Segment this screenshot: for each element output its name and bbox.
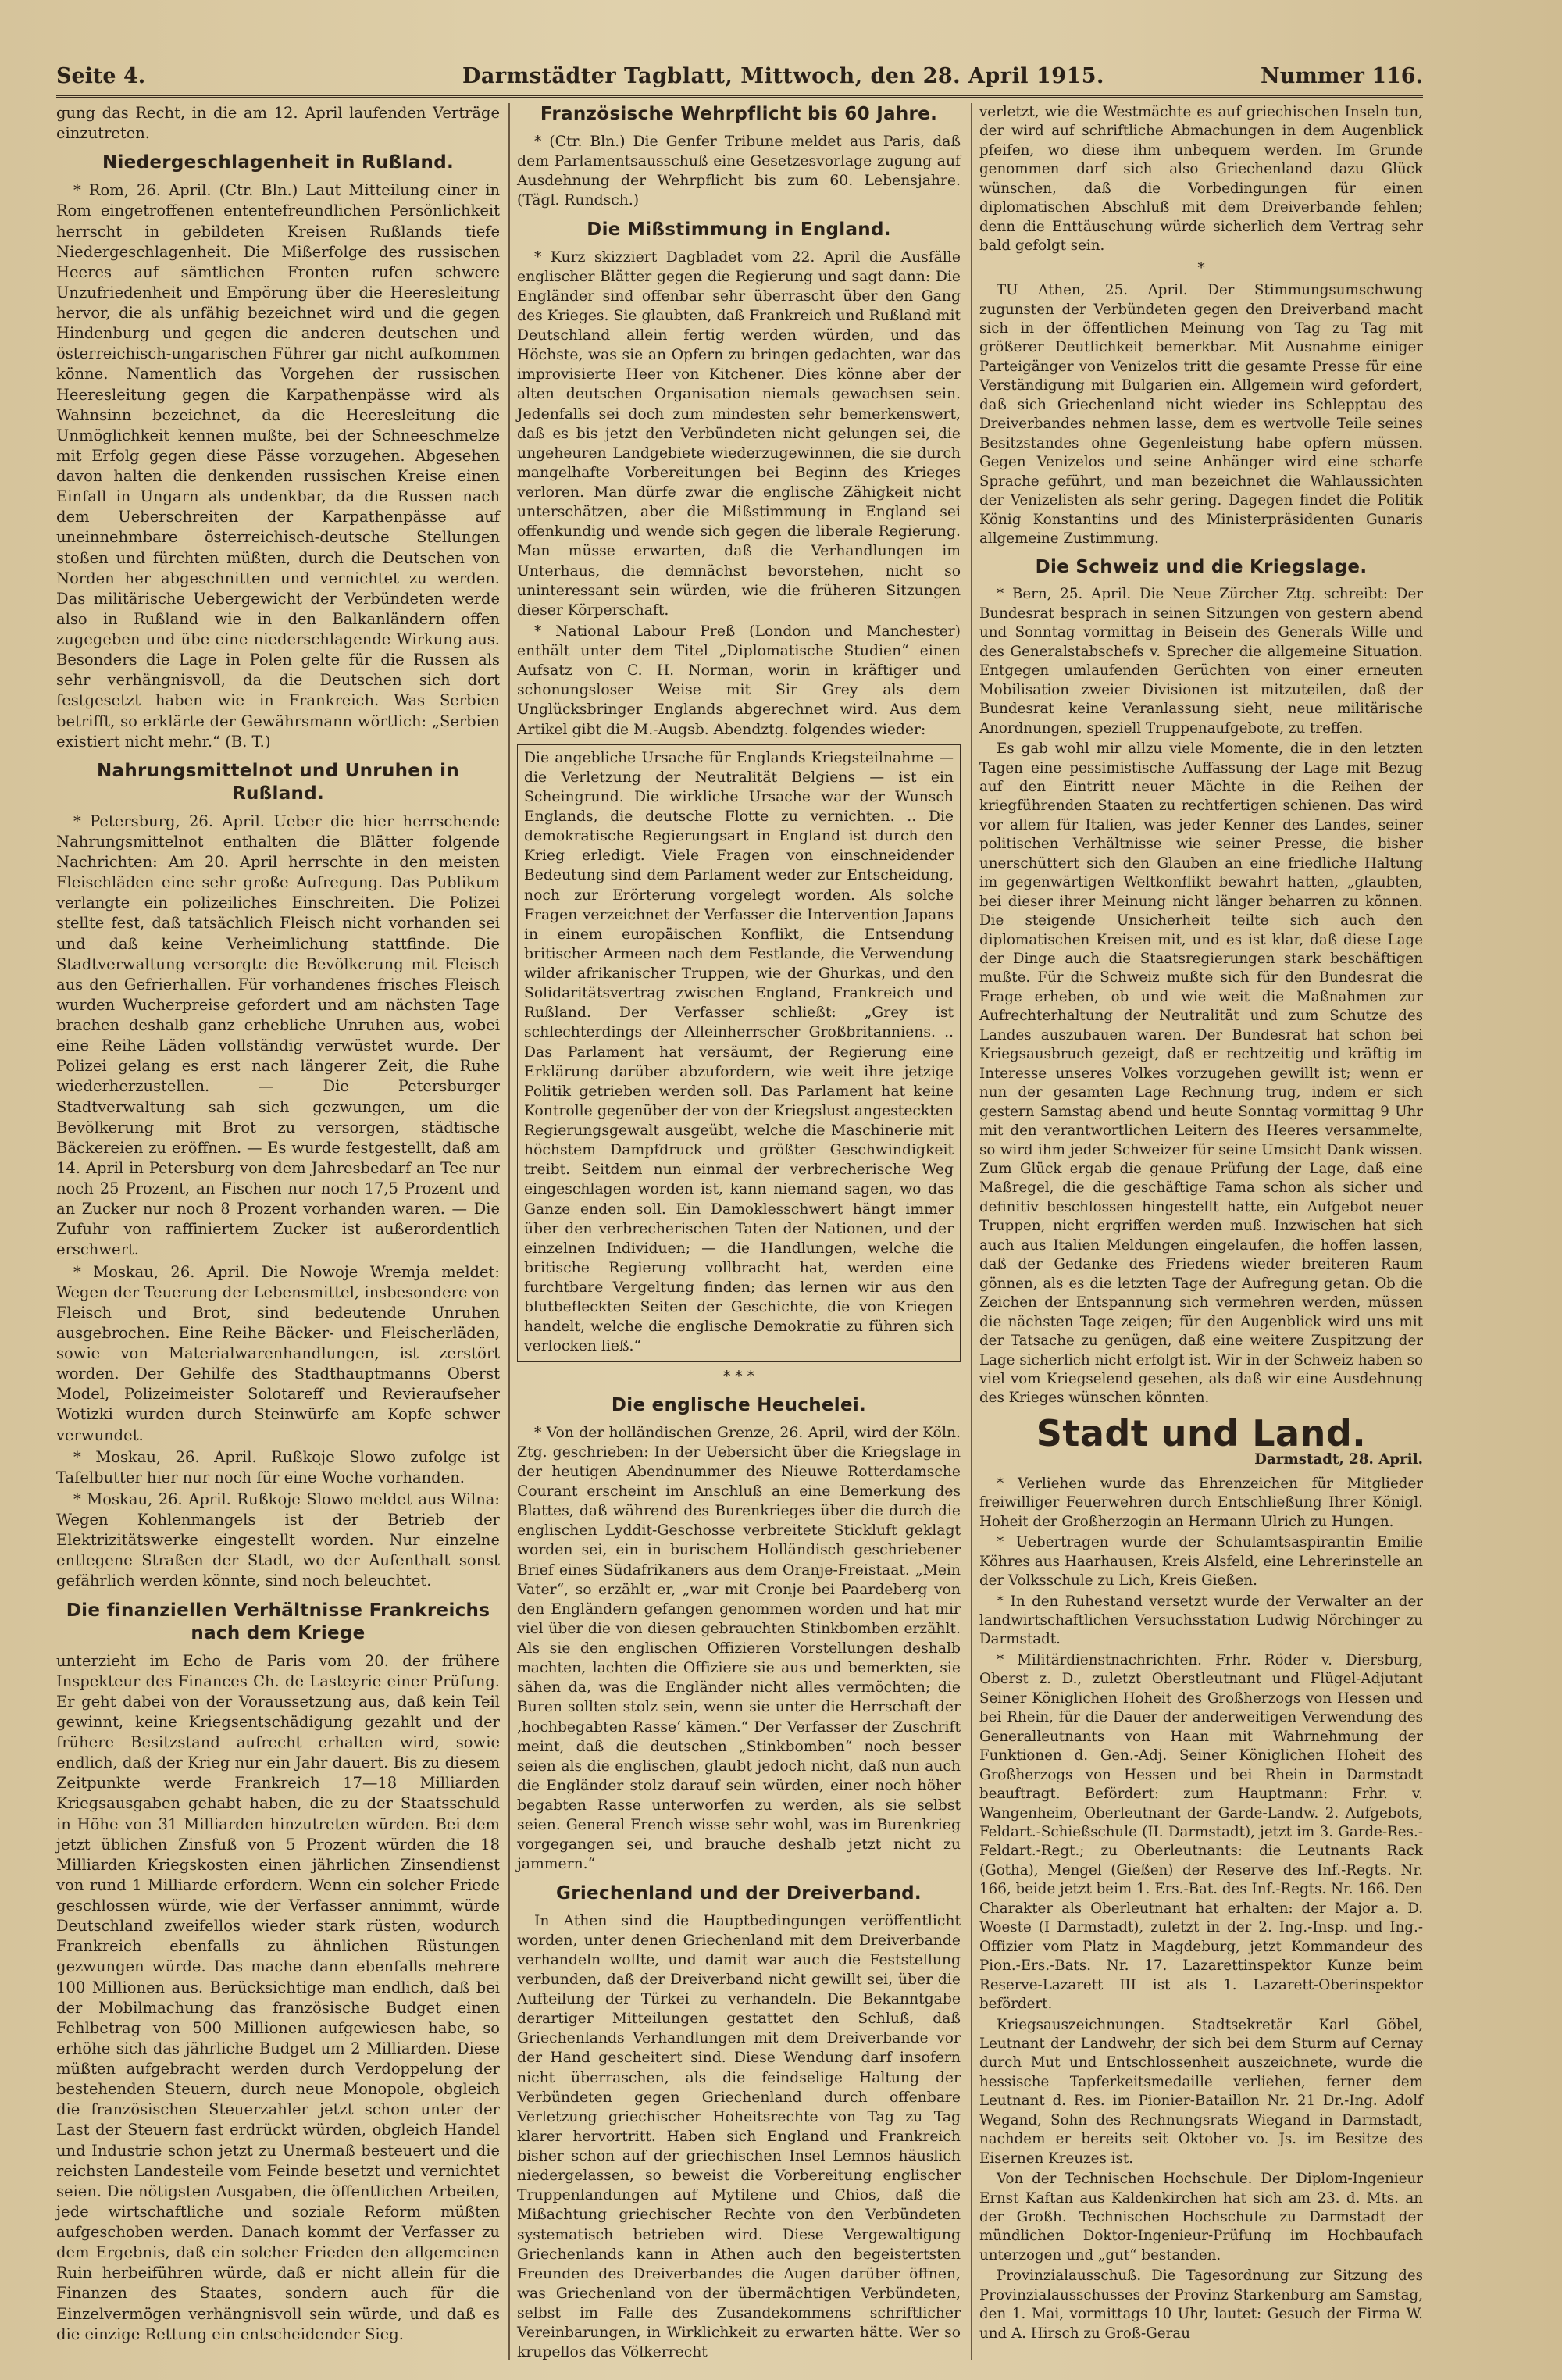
article-paragraph: * Verliehen wurde das Ehrenzeichen für Mitglieder freiwilliger Feuerwehren durch Entschließung Ihrer Königl. Hoheit der Großherzogin an Hermann Ulrich zu Hungen. — [979, 1475, 1423, 1530]
page-header — [56, 61, 1423, 98]
article-paragraph: * Von der holländischen Grenze, 26. April, wird der Köln. Ztg. geschrieben: In der Uebersicht über die Kriegslage in der heutigen Abendnummer des Nieuwe Rotterdamsche Courant erscheint im Anschluß an eine Bemerkung des Blattes, daß während des Burenkrieges über die durch die englischen Lyddit-Geschosse verbreitete Stickluft geklagt worden sei, ein in burischem Holländisch geschriebener Brief eines Südafrikaners aus dem Oranje-Freistaat. „Mein Vater“, so erzählt er, „war mit Cronje bei Paardeberg von den Engländern gefangen genommen worden und hat mir viel über die von diesen gebrauchten Stinkbomben erzählt. Als sie den englischen Offizieren Vorstellungen deshalb machten, lachten die Offiziere sie aus und bemerkten, sie sähen da, was die Engländer nicht alles vermöchten; die Buren sollten stolz sein, wenn sie unter die Herrschaft der ‚hochbegabten Rasse‘ kämen.“ Der Verfasser der Zuschrift meint, daß die deutschen „Stinkbomben“ noch besser seien als die englischen, glaubt jedoch nicht, daß nun auch die Engländer stolz darauf sein würden, einer noch höher begabten Rasse unterworfen zu werden, als sie selbst seien. General French wisse sehr wohl, was im Burenkrieg vorgegangen sei, und brauche deshalb jetzt nicht zu jammern.“ — [517, 1424, 961, 1873]
column-2 — [517, 103, 961, 2364]
headline-wehrpflicht: Französische Wehrpflicht bis 60 Jahre. — [540, 104, 938, 124]
article-paragraph: * Bern, 25. April. Die Neue Zürcher Ztg. schreibt: Der Bundesrat besprach in seinen Sitzungen von gestern abend und Sonntag vormittag in Beisein des Generals Wille und des Generalstabschefs v. Sprecher die allgemeine Situation. Entgegen umlaufenden Gerüchten von einer erneuten Mobilisation zweier Divisionen ist mitzuteilen, daß der Bundesrat keine Veranlassung sieht, neue militärische Anordnungen, speziell Truppenaufgebote, zu treffen. — [979, 586, 1423, 737]
issue-number: Nummer 116. — [1260, 64, 1423, 88]
headline-schweiz: Die Schweiz und die Kriegslage. — [1035, 557, 1368, 578]
headline-missstimmung-england: Die Mißstimmung in England. — [587, 219, 891, 240]
headline-griechenland: Griechenland und der Dreiverband. — [556, 1882, 922, 1904]
section-title-stadt-und-land: Stadt und Land. — [1036, 1411, 1367, 1454]
article-continuation: verletzt, wie die Westmächte es auf griechischen Inseln tun, der wird auf schriftliche Abmachungen in dem Augenblick pfeifen, wo diese ihm unbequem werden. Im Grunde genommen darf sich also Griechenland dazu Glück wünschen, daß die Vorbedingungen für einen diplomatischen Abschluß mit dem Dreiverbande fehlen; denn die Enttäuschung würde sicherlich dem Vertrag sehr bald gefolgt sein. — [979, 104, 1423, 255]
article-paragraph: * Militärdienstnachrichten. Frhr. Röder v. Diersburg, Oberst z. D., zuletzt Oberstleutnant und Flügel-Adjutant Seiner Königlichen Hoheit des Großherzogs von Hessen und bei Rhein, für die Dauer der anderweitigen Verwendung des Generalleutnants von Haan mit Wahrnehmung der Funktionen d. Gen.-Adj. Seiner Königlichen Hoheit des Großherzogs von Hessen und bei Rhein in Darmstadt beauftragt. Befördert: zum Hauptmann: Frhr. v. Wangenheim, Oberleutnant der Garde-Landw. 2. Aufgebots, Feldart.-Schießschule (II. Darmstadt), jetzt im 3. Garde-Res.-Feldart.-Regt.; zu Oberleutnants: die Leutnants Rack (Gotha), Mengel (Gießen) der Reserve des Inf.-Regts. Nr. 166, beide jetzt beim 1. Ers.-Bat. des Inf.-Regts. Nr. 166. Den Charakter als Oberleutnant hat erhalten: der Major a. D. Woeste (I Darmstadt), zuletzt in der 2. Ing.-Insp. und Ing.-Offizier vom Platz in Magdeburg, jetzt Kommandeur des Pion.-Ers.-Bats. Nr. 17. Lazarettinspektor Kunze beim Reserve-Lazarett III ist als 1. Lazarett-Oberinspektor befördert. — [979, 1651, 1423, 2013]
article-paragraph: Provinzialausschuß. Die Tagesordnung zur Sitzung des Provinzialausschusses der Provinz Starkenburg am Samstag, den 1. Mai, vormittags 10 Uhr, lautet: Gesuch der Firma W. und A. Hirsch zu Groß-Gerau — [979, 2268, 1423, 2342]
article-paragraph: * In den Ruhestand versetzt wurde der Verwalter an der landwirtschaftlichen Versuchsstation Ludwig Nörchinger zu Darmstadt. — [979, 1593, 1423, 1648]
article-paragraph: unterzieht im Echo de Paris vom 20. der frühere Inspekteur des Finances Ch. de Lasteyrie einer Prüfung. Er geht dabei von der Voraussetzung aus, daß kein Teil gewinnt, keine Kriegsentschädigung gezahlt und der frühere Besitzstand aufrecht erhalten wird, sowie endlich, daß der Krieg nur ein Jahr dauert. Bis zu diesem Zeitpunkte werde Frankreich 17—18 Milliarden Kriegsausgaben gehabt haben, die zu der Staatsschuld in Höhe von 31 Milliarden hinzutreten würden. Bei dem jetzt üblichen Zinsfuß von 5 Prozent würden die 18 Milliarden Kriegskosten einen jährlichen Zinsendienst von rund 1 Milliarde erfordern. Wenn ein solcher Friede geschlossen würde, wie der Verfasser annimmt, würde Deutschland zweifellos wieder stark rüsten, wodurch Frankreich ebenfalls zu ähnlichen Rüstungen gezwungen würde. Das mache dann ebenfalls mehrere 100 Millionen aus. Berücksichtige man endlich, daß bei der Mobilmachung das französische Budget einen Fehlbetrag von 500 Millionen aufgewiesen habe, so erhöhe sich das jährliche Budget um 2 Milliarden. Diese müßten aufgebracht werden durch Verdoppelung der bestehenden Steuern, durch neue Monopole, obgleich die französischen Steuerzahler jetzt schon unter der Last der Steuern fast erdrückt würden, obgleich Handel und Industrie schon jetzt zu Unermaß besteuert und die reichsten Landesteile vom Feinde besetzt und vernichtet seien. Die nötigsten Ausgaben, die öffentlichen Arbeiten, jede wirtschaftliche und soziale Reform müßten aufgeschoben werden. Danach kommt der Verfasser zu dem Ergebnis, daß ein solcher Frieden den allgemeinen Ruin herbeiführen würde, daß er nicht allein für die Finanzen des Staates, sondern auch für die Einzelvermögen verhängnisvoll sein würde, und daß es die einzige Rettung ein entscheidender Sieg. — [56, 1651, 500, 2343]
article-paragraph: * Moskau, 26. April. Rußkoje Slowo meldet aus Wilna: Wegen Kohlenmangels ist der Betrieb der Elektrizitätswerke eingestellt worden. Nur einzelne entlegene Straßen der Stadt, wo der Aufenthalt sonst gefährlich werden könnte, sind noch beleuchtet. — [56, 1490, 500, 1590]
article-paragraph: * National Labour Preß (London und Manchester) enthält unter dem Titel „Diplomatische Studien“ einen Aufsatz von C. H. Norman, worin in kräftiger und schonungsloser Weise mit Sir Grey als dem Unglücksbringer Englands abgerechnet wird. Aus dem Artikel gibt die M.-Augsb. Abendztg. folgendes wieder: — [517, 623, 961, 738]
page-number: Seite 4. — [56, 64, 146, 88]
column-rule-2 — [971, 103, 972, 2360]
headline-nahrungsmittelnot: Nahrungsmittelnot und Unruhen in Rußland. — [96, 760, 460, 804]
quoted-article-box — [517, 744, 961, 1362]
column-3 — [979, 103, 1423, 2345]
article-paragraph: Es gab wohl mir allzu viele Momente, die in den letzten Tagen eine pessimistische Auffassung der Lage mit Bezug auf den Eintritt neuer Mächte in die Reihen der kriegführenden Staaten zu rechtfertigen schienen. Das wird vor allem für Italien, was jeder Kenner des Landes, seiner politischen Verhältnisse wie seiner Presse, die bisher unerschüttert sich den Glauben an eine friedliche Haltung im gegenwärtigen Weltkonflikt bewahrt hatten, „glaubten, bei dieser ihrer Meinung nicht länger beharren zu können. Die steigende Unsicherheit teilte sich auch den diplomatischen Kreisen mit, und es ist klar, daß diese Lage der Dinge auch die Staatsregierungen stark beschäftigen mußte. Für die Schweiz mußte sich für den Bundesrat die Frage erheben, ob und wie weit die Maßnahmen zur Aufrechterhaltung der Neutralität und zum Schutze des Landes auszubauen waren. Der Bundesrat hat schon bei Kriegsausbruch gezeigt, daß er rechtzeitig und kräftig im Interesse unseres Volkes vorzugehen gewillt ist; wenn er nun der gesamten Lage Rechnung trug, indem er sich gestern Samstag abend und heute Sonntag vormittag 9 Uhr mit den verantwortlichen Leitern des Heeres versammelte, so wird ihm jeder Schweizer für seine Umsicht Dank wissen. Zum Glück ergab die genaue Prüfung der Lage, daß eine Maßregel, die die geschäftige Fama schon als sicher und definitiv beschlossen hingestellt hatte, ein Aufgebot neuer Truppen, nicht ergriffen werden muß. Inzwischen hat sich auch aus Italien Meldungen eingelaufen, die hoffen lassen, daß der Gedanke des Friedens wieder breiteren Raum gönnen, als es die letzten Tage der Aufregung getan. Ob die Zeichen der Entspannung sich vermehren werden, müssen die nächsten Tage zeigen; für den Augenblick wird uns mit der Tatsache zu genügen, daß eine weitere Zuspitzung der Lage sicherlich nicht erfolgt ist. Wir in der Schweiz haben so viel vom Kriegselend gesehen, als daß wir eine Ausdehnung des Krieges wünschen könnten. — [979, 740, 1423, 1407]
section-separator: * * * — [722, 1368, 755, 1385]
article-paragraph: * Kurz skizziert Dagbladet vom 22. April die Ausfälle englischer Blätter gegen die Regierung und sagt dann: Die Engländer sind offenbar sehr überrascht über den Gang des Krieges. Sie glaubten, daß Frankreich und Rußland mit Deutschland allein fertig werden würden, und das Höchste, was sie an Opfern zu bringen gedachten, war das improvisierte Heer von Kitchener. Dies könne aber der alten deutschen Organisation niemals gewachsen sein. Jedenfalls sei doch zum mindesten sehr bemerkenswert, daß es bis jetzt den Verbündeten nicht gelungen sei, die ungeheuren Landgebiete wiederzugewinnen, die sie durch mangelhafte Vorbereitungen bei Beginn des Krieges verloren. Man dürfe zwar die englische Zähigkeit nicht unterschätzen, aber die Mißstimmung in England sei offenkundig und wende sich gegen die liberale Regierung. Man müsse erwarten, daß die Verhandlungen im Unterhaus, die demnächst bevorstehen, nicht so uninteressant sein würden, wie die früheren Sitzungen dieser Körperschaft. — [517, 248, 961, 619]
article-paragraph: Von der Technischen Hochschule. Der Diplom-Ingenieur Ernst Kaftan aus Kaldenkirchen hat sich am 23. d. Mts. an der Großh. Technischen Hochschule zu Darmstadt der mündlichen Doktor-Ingenieur-Prüfung im Hochbaufach unterzogen und „gut“ bestanden. — [979, 2171, 1423, 2264]
article-paragraph: TU Athen, 25. April. Der Stimmungsumschwung zugunsten der Verbündeten gegen den Dreiverband macht sich in der öffentlichen Meinung von Tag zu Tag mit größerer Deutlichkeit bemerkbar. Mit Ausnahme einiger Parteigänger von Venizelos tritt die gesamte Presse für eine Verständigung mit Bulgarien ein. Allgemein wird gefordert, daß sich Griechenland nicht wieder ins Schlepptau des Dreiverbandes nehmen lasse, dem es wertvolle Teile seines Besitzstandes ohne Gegenleistung habe opfern müssen. Gegen Venizelos und seine Anhänger wird eine scharfe Sprache geführt, und man bezeichnet die Wahlaussichten der Venizelisten als sehr gering. Dagegen findet die Politik König Konstantins und des Ministerpräsidenten Gunaris allgemeine Zustimmung. — [979, 282, 1423, 547]
article-paragraph: * Petersburg, 26. April. Ueber die hier herrschende Nahrungsmittelnot enthalten die Blätter folgende Nachrichten: Am 20. April herrschte in den meisten Fleischläden eine sehr große Aufregung. Das Publikum verlangte ein polizeiliches Einschreiten. Die Polizei stellte fest, daß tatsächlich Fleisch nicht vorhanden sei und daß keine Verheimlichung stattfinde. Die Stadtverwaltung versorgte die Bevölkerung mit Fleisch aus den Gefrierhallen. Für vorhandenes frisches Fleisch wurden Wucherpreise gefordert und am nächsten Tage brachen deshalb ganz erhebliche Unruhen aus, wobei eine Reihe Läden vollständig verwüstet wurde. Der Polizei gelang es erst nach längerer Zeit, die Ruhe wiederherzustellen. — Die Petersburger Stadtverwaltung sah sich gezwungen, um die Bevölkerung mit Brot zu versorgen, städtische Bäckereien zu eröffnen. — Es wurde festgestellt, daß am 14. April in Petersburg von dem Jahresbedarf an Tee nur noch 25 Prozent, an Fischen nur noch 17,5 Prozent und an Zucker nur noch 8 Prozent vorhanden waren. — Die Zufuhr von raffiniertem Zucker ist außerordentlich erschwert. — [56, 812, 500, 1259]
article-paragraph: * Rom, 26. April. (Ctr. Bln.) Laut Mitteilung einer in Rom eingetroffenen ententefreundlichen Persönlichkeit herrscht in gebildeten Kreisen Rußlands tiefe Niedergeschlagenheit. Die Mißerfolge des russischen Heeres auf sämtlichen Fronten rufen schwere Unzufriedenheit und Empörung über die Heeresleitung hervor, die als unfähig bezeichnet wird und die gegen Hindenburg und gegen die anderen deutschen und österreichisch-ungarischen Führer gar nicht aufkommen könne. Namentlich das Vorgehen der russischen Heeresleitung gegen die Karpathenpässe wird als Wahnsinn bezeichnet, da die Heeresleitung die Unmöglichkeit kennen mußte, bei der Schneeschmelze mit Erfolg gegen diese Pässe vorzugehen. Abgesehen davon halten die denkenden russischen Kreise einen Einfall in Ungarn als undenkbar, da die Russen nach dem Ueberschreiten der Karpathenpässe auf uneinnehmbare österreichisch-deutsche Stellungen stoßen und fürchten müßten, durch die Deutschen von Norden her abgeschnitten und vernichtet zu werden. Das militärische Uebergewicht der Verbündeten werde also in Rußland wie in den Balkanländern offen zugegeben und übe eine niederschlagende Wirkung aus. Besonders die Lage in Polen gelte für die Russen als sehr verhängnisvoll, da die Deutschen sich dort festgesetzt haben wie in Frankreich. Was Serbien betrifft, so erklärte der Gewährsmann wörtlich: „Serbien existiert nicht mehr.“ (B. T.) — [56, 181, 500, 751]
masthead-line: Darmstädter Tagblatt, Mittwoch, den 28. April 1915. — [462, 64, 1104, 88]
article-paragraph: * Uebertragen wurde der Schulamtsaspirantin Emilie Köhres aus Haarhausen, Kreis Alsfeld, eine Lehrerinstelle an der Volksschule zu Lich, Kreis Gießen. — [979, 1534, 1423, 1590]
article-paragraph: * Moskau, 26. April. Rußkoje Slowo zufolge ist Tafelbutter hier nur noch für eine Woche vorhanden. — [56, 1447, 500, 1486]
headline-englische-heuchelei: Die englische Heuchelei. — [611, 1394, 867, 1415]
section-separator: * — [1197, 259, 1205, 277]
column-rule-1 — [508, 103, 510, 2360]
article-paragraph: * Moskau, 26. April. Die Nowoje Wremja meldet: Wegen der Teuerung der Lebensmittel, insbesondere von Fleisch und Brot, sind bedeutende Unruhen ausgebrochen. Eine Reihe Bäcker- und Fleischerläden, sowie von Materialwarenhandlungen, ist zerstört worden. Der Gehilfe des Stadthauptmanns Oberst Model, Polizeimeister Solotareff und Revieraufseher Wotizki wurden durch Steinwürfe am Kopfe schwer verwundet. — [56, 1262, 500, 1444]
dateline: Darmstadt, 28. April. — [1254, 1451, 1423, 1468]
article-paragraph: * (Ctr. Bln.) Die Genfer Tribune meldet aus Paris, daß dem Parlamentsausschuß eine Gesetzesvorlage zugung auf Ausdehnung der Wehrpflicht bis zum 60. Lebensjahre. (Tägl. Rundsch.) — [517, 134, 961, 209]
headline-niedergeschlagenheit: Niedergeschlagenheit in Rußland. — [102, 152, 455, 173]
article-paragraph: Kriegsauszeichnungen. Stadtsekretär Karl Göbel, Leutnant der Landwehr, der sich bei dem Sturm auf Cernay durch Mut und Entschlossenheit auszeichnete, wurde die hessische Tapferkeitsmedaille verliehen, ferner dem Leutnant d. Res. im Pionier-Bataillon Nr. 21 Dr.-Ing. Adolf Wegand, Sohn des Rechnungsrats Wiegand in Darmstadt, nachdem er bereits seit Oktober vo. Js. im Besitze des Eisernen Kreuzes ist. — [979, 2016, 1423, 2167]
quoted-paragraph: Die angebliche Ursache für Englands Kriegsteilnahme — die Verletzung der Neutralität Belgiens — ist ein Scheingrund. Die wirkliche Ursache war der Wunsch Englands, die deutsche Flotte zu vernichten. .. Die demokratische Regierungsart in England ist durch den Krieg erledigt. Viele Fragen von einschneidender Bedeutung sind dem Parlament weder zur Entscheidung, noch zur Erörterung vorgelegt worden. Als solche Fragen verzeichnet der Verfasser die Intervention Japans in einem europäischen Konflikt, die Entsendung britischer Armeen nach dem Festlande, die Verwendung wilder afrikanischer Truppen, wie der Ghurkas, und den Solidaritätsvertrag zwischen England, Frankreich und Rußland. Der Verfasser schließt: „Grey ist schlechterdings der Alleinherrscher Großbritanniens. .. Das Parlament hat versäumt, der Regierung eine Erklärung darüber abzufordern, wie weit ihre jetzige Politik getrieben werden soll. Das Parlament hat keine Kontrolle gegenüber der von der Kriegslust angesteckten Regierungsgewalt ausgeübt, welche die Maschinerie mit höchstem Dampfdruck und größter Geschwindigkeit treibt. Seitdem nun einmal der verbrecherische Weg eingeschlagen worden ist, kann niemand sagen, wo das Ganze enden soll. Ein Damoklesschwert hängt immer über den verbrecherischen Taten der Nationen, und der einzelnen Individuen; — die Handlungen, welche die britische Regierung vollbracht hat, werden eine furchtbare Vergeltung finden; das lernen wir aus den blutbefleckten Seiten der Geschichte, die von Kriegen handelt, welche die englische Demokratie zu führen sich verlocken ließ.“ — [524, 749, 954, 1355]
column-1 — [56, 103, 500, 2346]
article-paragraph: In Athen sind die Hauptbedingungen veröffentlicht worden, unter denen Griechenland mit dem Dreiverbande verhandeln wollte, und damit war auch die Feststellung verbunden, daß der Dreiverband nicht gewillt sei, über die Aufteilung der Türkei zu verhandeln. Die Bekanntgabe derartiger Mitteilungen gestattet den Schluß, daß Griechenlands Verhandlungen mit dem Dreiverbande vor der Hand gescheitert sind. Diese Wendung darf insofern nicht überraschen, als die feindselige Haltung der Verbündeten gegen Griechenland durch offenbare Verletzung griechischer Hoheitsrechte von Tag zu Tag klarer hervortritt. Haben sich England und Frankreich bisher schon auf der griechischen Insel Lemnos häuslich niedergelassen, so beweist die Vorbereitung englischer Truppenlandungen auf Mytilene und Chios, daß die Mißachtung griechischer Rechte von den Verbündeten systematisch betrieben wird. Diese Vergewaltigung Griechenlands kann in Athen auch den begeistertsten Freunden des Dreiverbandes die Augen darüber öffnen, was Griechenland von der übermächtigen Verbündeten, selbst im Falle des Zusandekommens schriftlicher Vereinbarungen, in Wirklichkeit zu erwarten hätte. Wer so krupellos das Völkerrecht — [517, 1912, 961, 2361]
article-continuation: gung das Recht, in die am 12. April laufenden Verträge einzutreten. — [56, 104, 500, 143]
headline-finanzen-frankreich: Die finanziellen Verhältnisse Frankreichs nach dem Kriege — [66, 1600, 490, 1643]
